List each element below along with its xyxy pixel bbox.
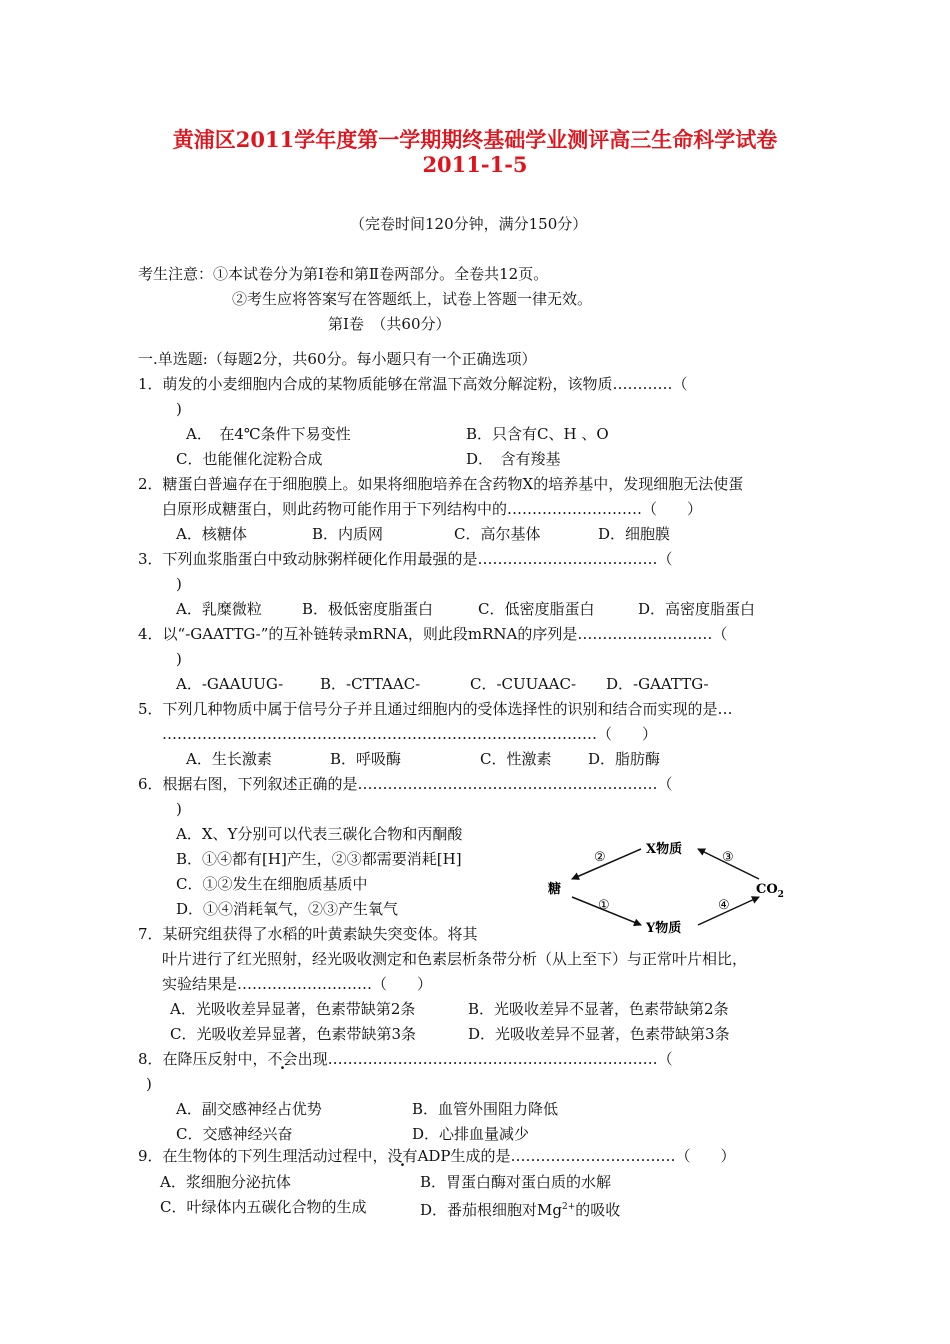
- q4-option-a: A．-GAAUUG-: [176, 675, 284, 693]
- q8-option-a: A．副交感神经占优势: [176, 1100, 322, 1118]
- q4-paren: ): [176, 650, 182, 668]
- metabolism-cycle-diagram: [538, 835, 808, 940]
- notice-line-2: ②考生应将答案写在答题纸上，试卷上答题一律无效。: [232, 290, 593, 308]
- q3-option-b: B．极低密度脂蛋白: [302, 600, 434, 618]
- step-1-marker: ①: [598, 898, 610, 913]
- q6-option-b: B．①④都有[H]产生，②③都需要消耗[H]: [176, 850, 462, 868]
- q5-stem-1: 5．下列几种物质中属于信号分子并且通过细胞内的受体选择性的识别和结合而实现的是…: [138, 700, 733, 718]
- q3-option-a: A．乳糜微粒: [176, 600, 262, 618]
- time-note: （完卷时间120分钟，满分150分）: [350, 215, 588, 233]
- y-substance-label: Y物质: [646, 921, 682, 936]
- q9-emphasis: 没有: [387, 1147, 418, 1165]
- q7-stem-1: 7．某研究组获得了水稻的叶黄素缺失突变体。将其: [138, 925, 478, 943]
- step-3-marker: ③: [722, 850, 734, 865]
- q3-paren: ): [176, 575, 182, 593]
- q1-option-b: B．只含有C、H 、O: [466, 425, 609, 443]
- q6-option-d: D．①④消耗氧气，②③产生氧气: [176, 900, 399, 918]
- arrow-2: [572, 849, 641, 879]
- q4-stem: 4．以“-GAATTG-”的互补链转录mRNA，则此段mRNA的序列是………………………（: [138, 625, 728, 643]
- exam-date: 2011-1-5: [422, 152, 528, 177]
- q5-option-c: C．性激素: [480, 750, 552, 768]
- step-4-marker: ④: [718, 898, 730, 913]
- sugar-label: 糖: [548, 882, 562, 897]
- q9-option-b: B．胃蛋白酶对蛋白质的水解: [420, 1173, 612, 1191]
- q2-option-c: C．高尔基体: [454, 525, 541, 543]
- q9-option-c: C．叶绿体内五碳化合物的生成: [160, 1198, 367, 1216]
- q8-option-b: B．血管外围阻力降低: [412, 1100, 559, 1118]
- q9-stem: 9．在生物体的下列生理活动过程中，没有ADP生成的是……………………………（ ）: [138, 1147, 736, 1165]
- q8-option-c: C．交感神经兴奋: [176, 1125, 293, 1143]
- q2-stem-2: 白原形成糖蛋白，则此药物可能作用于下列结构中的………………………（ ）: [162, 500, 703, 518]
- q4-option-c: C．-CUUAAC-: [470, 675, 577, 693]
- q7-stem-3: 实验结果是………………………（ ）: [162, 975, 433, 993]
- q8-stem: 8．在降压反射中，不会出现…………………………………………………………（: [138, 1050, 673, 1068]
- q6-option-a: A．X、Y分别可以代表三碳化合物和丙酮酸: [176, 825, 463, 843]
- q7-stem-2: 叶片进行了红光照射，经光吸收测定和色素层析条带分析（从上至下）与正常叶片相比，: [162, 950, 748, 968]
- q6-option-c: C．①②发生在细胞质基质中: [176, 875, 368, 893]
- q8-option-d: D．心排血量减少: [412, 1125, 530, 1143]
- q3-option-d: D．高密度脂蛋白: [638, 600, 756, 618]
- step-2-marker: ②: [594, 850, 606, 865]
- q7-option-a: A．光吸收差异显著，色素带缺第2条: [170, 1000, 416, 1018]
- x-substance-label: X物质: [646, 842, 683, 857]
- q1-paren: ): [176, 400, 182, 418]
- q4-option-b: B．-CTTAAC-: [320, 675, 421, 693]
- q5-option-a: A．生长激素: [186, 750, 272, 768]
- q9-option-a: A．浆细胞分泌抗体: [160, 1173, 291, 1191]
- q2-option-a: A．核糖体: [176, 525, 247, 543]
- q1-option-a: A． 在4℃条件下易变性: [186, 425, 351, 443]
- q1-option-d: D． 含有羧基: [466, 450, 561, 468]
- q2-option-d: D．细胞膜: [598, 525, 671, 543]
- q2-option-b: B．内质网: [312, 525, 384, 543]
- q8-paren: ): [146, 1075, 152, 1093]
- co2-label: $CO_2$: [756, 882, 784, 900]
- q1-option-c: C．也能催化淀粉合成: [176, 450, 323, 468]
- q7-option-b: B．光吸收差异不显著，色素带缺第2条: [468, 1000, 729, 1018]
- q3-option-c: C．低密度脂蛋白: [478, 600, 595, 618]
- q5-stem-2: ……………………………………………………………………………（ ）: [162, 725, 658, 743]
- exam-title: 黄浦区2011学年度第一学期期终基础学业测评高三生命科学试卷: [172, 127, 778, 152]
- q7-option-d: D．光吸收差异不显著，色素带缺第3条: [468, 1025, 730, 1043]
- q4-option-d: D．-GAATTG-: [606, 675, 709, 693]
- q9-option-d: D．番茄根细胞对$Mg^{2+}$的吸收: [420, 1201, 621, 1219]
- q5-option-d: D．脂肪酶: [588, 750, 661, 768]
- q1-stem: 1．萌发的小麦细胞内合成的某物质能够在常温下高效分解淀粉，该物质…………（: [138, 375, 688, 393]
- q8-emphasis: 不会: [267, 1050, 298, 1068]
- q5-option-b: B．呼吸酶: [330, 750, 402, 768]
- q6-paren: ): [176, 800, 182, 818]
- q7-option-c: C．光吸收差异显著，色素带缺第3条: [170, 1025, 417, 1043]
- section-heading: 一.单选题:（每题2分，共60分。每小题只有一个正确选项）: [138, 350, 537, 368]
- notice-line-1: 考生注意：①本试卷分为第Ⅰ卷和第Ⅱ卷两部分。全卷共12页。: [138, 265, 549, 283]
- q3-stem: 3．下列血浆脂蛋白中致动脉粥样硬化作用最强的是………………………………（: [138, 550, 673, 568]
- q6-stem: 6．根据右图，下列叙述正确的是……………………………………………………（: [138, 775, 673, 793]
- q2-stem-1: 2．糖蛋白普遍存在于细胞膜上。如果将细胞培养在含药物X的培养基中，发现细胞无法使蛋: [138, 475, 744, 493]
- part-heading: 第Ⅰ卷 （共60分）: [328, 315, 451, 333]
